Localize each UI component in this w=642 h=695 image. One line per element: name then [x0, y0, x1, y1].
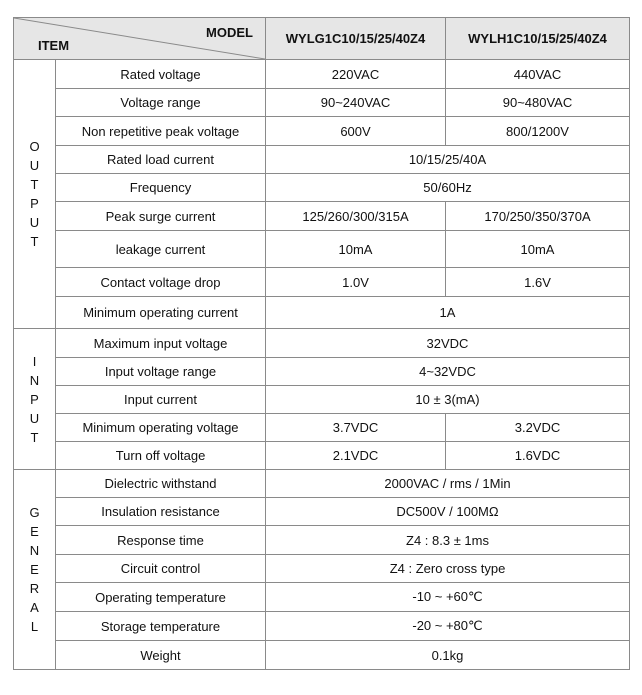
section-letter: U: [29, 410, 40, 426]
section-letter: U: [29, 215, 40, 230]
value-cell-col1: 2.1VDC: [266, 442, 446, 470]
item-name-cell: Minimum operating current: [56, 297, 266, 329]
section-label-general: [14, 470, 56, 670]
section-letter: U: [29, 158, 40, 173]
value-cell-col2: 90~480VAC: [446, 89, 630, 117]
value-cell-col1: 90~240VAC: [266, 89, 446, 117]
value-cell-col1: 220VAC: [266, 60, 446, 89]
section-letter: T: [30, 429, 39, 445]
table-row: [14, 358, 630, 386]
value-cell-col2: 3.2VDC: [446, 414, 630, 442]
section-letter: E: [30, 524, 39, 539]
value-cell-shared: 4~32VDC: [266, 358, 630, 386]
section-letter: N: [29, 372, 40, 388]
table-row: [14, 526, 630, 555]
section-letter: N: [29, 543, 40, 558]
value-cell-shared: DC500V / 100MΩ: [266, 498, 630, 526]
value-cell-col2: 170/250/350/370A: [446, 202, 630, 231]
table-row: [14, 117, 630, 146]
item-name-cell: Non repetitive peak voltage: [56, 117, 266, 146]
table-row: [14, 89, 630, 117]
value-cell-col2: 800/1200V: [446, 117, 630, 146]
section-letter: R: [29, 581, 40, 596]
table-row: [14, 202, 630, 231]
section-letter: E: [30, 562, 39, 577]
value-cell-shared: 50/60Hz: [266, 174, 630, 202]
item-label: ITEM: [38, 38, 70, 53]
value-cell-col1: 1.0V: [266, 268, 446, 297]
section-letter: T: [30, 177, 39, 192]
value-cell-shared: Z4 : Zero cross type: [266, 555, 630, 583]
item-name-cell: Peak surge current: [56, 202, 266, 231]
section-letter: O: [29, 139, 40, 154]
value-cell-shared: 2000VAC / rms / 1Min: [266, 470, 630, 498]
value-cell-shared: 0.1kg: [266, 641, 630, 670]
value-cell-shared: -10 ~ +60℃: [266, 583, 630, 612]
item-name-cell: Frequency: [56, 174, 266, 202]
value-cell-col1: 3.7VDC: [266, 414, 446, 442]
section-letter: L: [30, 619, 39, 634]
model-col1-header: WYLG1C10/15/25/40Z4: [266, 18, 446, 60]
item-name-cell: Turn off voltage: [56, 442, 266, 470]
value-cell-col2: 440VAC: [446, 60, 630, 89]
table-row: [14, 231, 630, 268]
value-cell-shared: 10 ± 3(mA): [266, 386, 630, 414]
table-row: [14, 641, 630, 670]
item-name-cell: Insulation resistance: [56, 498, 266, 526]
table-row: [14, 612, 630, 641]
value-cell-col1: 125/260/300/315A: [266, 202, 446, 231]
section-label-output: [14, 60, 56, 329]
table-row: [14, 297, 630, 329]
item-name-cell: Dielectric withstand: [56, 470, 266, 498]
item-name-cell: Weight: [56, 641, 266, 670]
section-label-input: [14, 329, 56, 470]
item-name-cell: Rated load current: [56, 146, 266, 174]
header-row: [14, 18, 630, 60]
item-name-cell: Input current: [56, 386, 266, 414]
model-col2-header: WYLH1C10/15/25/40Z4: [446, 18, 630, 60]
table-row: [14, 414, 630, 442]
table-row: [14, 329, 630, 358]
table-row: [14, 60, 630, 89]
value-cell-shared: Z4 : 8.3 ± 1ms: [266, 526, 630, 555]
table-row: [14, 174, 630, 202]
section-letter: I: [32, 353, 37, 369]
table-row: [14, 268, 630, 297]
section-letter: T: [30, 234, 39, 249]
item-name-cell: Response time: [56, 526, 266, 555]
value-cell-shared: 32VDC: [266, 329, 630, 358]
item-name-cell: Voltage range: [56, 89, 266, 117]
value-cell-col2: 10mA: [446, 231, 630, 268]
item-name-cell: Operating temperature: [56, 583, 266, 612]
table-row: [14, 470, 630, 498]
model-label: MODEL: [206, 25, 253, 40]
model-item-header-cell: [14, 18, 266, 60]
item-name-cell: Input voltage range: [56, 358, 266, 386]
spec-table: [13, 17, 630, 670]
item-name-cell: Contact voltage drop: [56, 268, 266, 297]
value-cell-col2: 1.6VDC: [446, 442, 630, 470]
table-row: [14, 555, 630, 583]
table-row: [14, 146, 630, 174]
item-name-cell: Storage temperature: [56, 612, 266, 641]
value-cell-shared: 10/15/25/40A: [266, 146, 630, 174]
item-name-cell: leakage current: [56, 231, 266, 268]
section-letter: P: [30, 196, 39, 211]
item-name-cell: Minimum operating voltage: [56, 414, 266, 442]
section-letter: A: [30, 600, 39, 615]
table-row: [14, 583, 630, 612]
table-row: [14, 498, 630, 526]
value-cell-col1: 600V: [266, 117, 446, 146]
table-row: [14, 386, 630, 414]
value-cell-shared: -20 ~ +80℃: [266, 612, 630, 641]
section-letter: P: [30, 391, 39, 407]
item-name-cell: Rated voltage: [56, 60, 266, 89]
value-cell-col2: 1.6V: [446, 268, 630, 297]
item-name-cell: Maximum input voltage: [56, 329, 266, 358]
section-letter: G: [29, 505, 40, 520]
table-row: [14, 442, 630, 470]
item-name-cell: Circuit control: [56, 555, 266, 583]
value-cell-col1: 10mA: [266, 231, 446, 268]
value-cell-shared: 1A: [266, 297, 630, 329]
